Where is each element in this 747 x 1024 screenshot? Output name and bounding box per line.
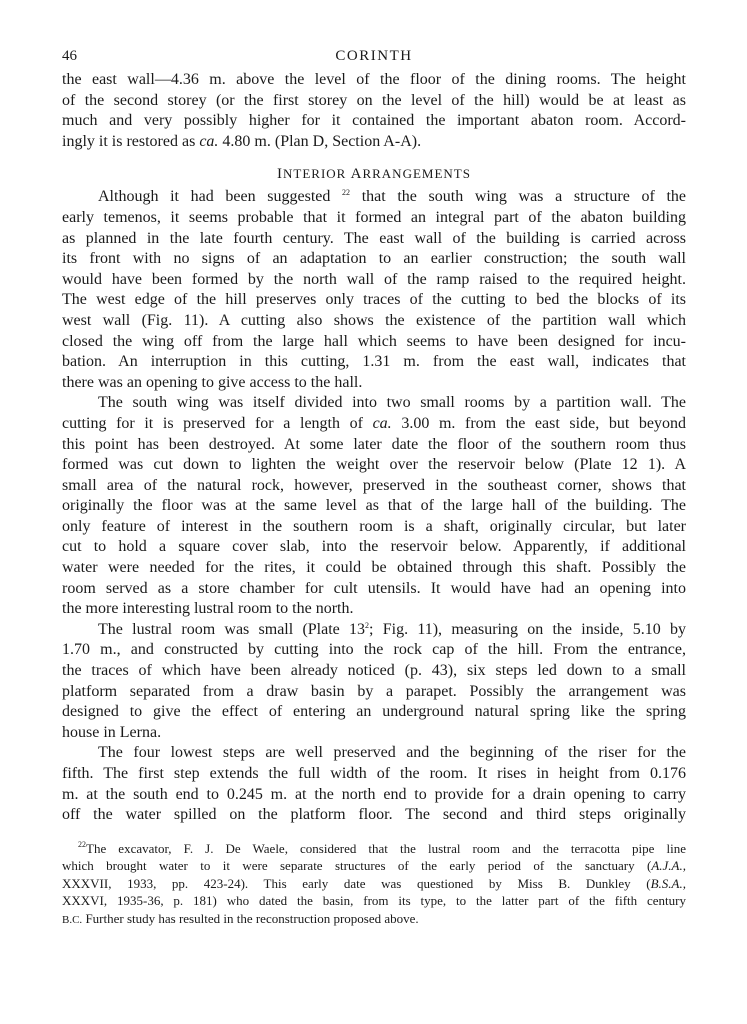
text-line: the traces of which have been already noticed (p. 43), six steps led down to a small bbox=[62, 662, 686, 680]
page-header bbox=[62, 48, 686, 70]
footnote-ref: 22 bbox=[342, 188, 351, 198]
text-line: as planned in the late fourth century. The east wall of the building is carried across bbox=[62, 229, 686, 247]
text-line: designed to give the effect of entering an underground natural spring like the spring bbox=[62, 703, 686, 721]
section-heading: INTERIOR ARRANGEMENTS bbox=[277, 166, 471, 183]
text-line: small area of the natural rock, however, preserved in the southeast corner, shows that bbox=[62, 476, 686, 494]
text-line: platform separated from a draw basin by a parapet. Possibly the arrangement was bbox=[62, 682, 686, 700]
text-line: closed the wing off from the large hall which seems to have been designed for incu- bbox=[62, 332, 686, 350]
text-line: The south wing was itself divided into two small rooms by a partition wall. The bbox=[98, 394, 686, 412]
footnote-line: $^{22}$The excavator, F. J. De Waele, considered that the lustral room and the terracotta pipe line bbox=[78, 839, 686, 856]
footnote-line: XXXVII, 1933, pp. 423-24). This early date was questioned by Miss B. Dunkley (B.S.A., bbox=[62, 875, 686, 891]
text-line: originally the floor was at the same level as that of the large hall of the building. The bbox=[62, 497, 686, 515]
footnote-line: XXXVI, 1935-36, p. 181) who dated the basin, from its type, to the latter part of the fifth century bbox=[62, 893, 686, 909]
text-line: ingly it is restored as ca. 4.80 m. (Plan D, Section A-A). bbox=[62, 132, 422, 150]
footnote-line: B.C. Further study has resulted in the reconstruction proposed above. bbox=[62, 910, 419, 926]
text-line: m. at the south end to 0.245 m. at the north end to provide for a drain opening to carry bbox=[62, 785, 686, 803]
text-line: fifth. The first step extends the full width of the room. It rises in height from 0.176 bbox=[62, 765, 686, 782]
paragraph bbox=[62, 620, 686, 744]
text-line: cutting for it is preserved for a length of ca. 3.00 m. from the east side, but beyond bbox=[62, 414, 686, 432]
page-number: 46 bbox=[62, 48, 77, 64]
running-head: CORINTH bbox=[335, 48, 413, 64]
paragraph bbox=[62, 743, 686, 825]
text-line: of the second storey (or the first storey on the level of the hill) would be at least as bbox=[62, 91, 686, 109]
text-line: the more interesting lustral room to the north. bbox=[62, 600, 354, 618]
text-line: this point has been destroyed. At some later date the floor of the southern room thus bbox=[62, 435, 686, 453]
text-line: 1.70 m., and constructed by cutting into the rock cap of the hill. From the entrance, bbox=[62, 641, 686, 659]
text-line: there was an opening to give access to the hall. bbox=[62, 373, 363, 391]
text-line: much and very possibly higher for it contained the important abaton room. Accord- bbox=[62, 112, 686, 130]
text-line: bation. An interruption in this cutting, 1.31 m. from the east wall, indicates that bbox=[62, 353, 686, 371]
paragraph bbox=[62, 187, 686, 393]
footnote bbox=[62, 840, 686, 930]
text-line: would have been formed by the north wall of the ramp raised to the required height. bbox=[62, 270, 686, 288]
paragraph bbox=[62, 393, 686, 620]
text-line: west wall (Fig. 11). A cutting also shows the existence of the partition wall which bbox=[62, 311, 686, 329]
text-line: formed was cut down to lighten the weight over the reservoir below (Plate 12 1). A bbox=[62, 456, 686, 474]
text-line: Although it had been suggested $^{22}$ that the south wing was a structure of the bbox=[98, 188, 686, 206]
plate-ref: 2 bbox=[365, 620, 370, 630]
text-line: room served as a store chamber for cult utensils. It would have had an opening into bbox=[62, 579, 686, 597]
text-line: cut to hold a square cover slab, into the reservoir below. Apparently, if additional bbox=[62, 538, 686, 556]
text-line: The west edge of the hill preserves only traces of the cutting to bed the blocks of its bbox=[62, 291, 686, 309]
text-line: water were needed for the rites, it could be obtained through this shaft. Possibly the bbox=[62, 559, 686, 577]
text-line: only feature of interest in the southern room is a shaft, originally circular, but later bbox=[62, 517, 686, 535]
text-line: its front with no signs of an adaptation to an earlier construction; the south wall bbox=[62, 250, 686, 268]
text-line: off the water spilled on the platform floor. The second and third steps originally bbox=[62, 806, 686, 824]
paragraph-continued bbox=[62, 70, 686, 152]
footnote-line: which brought water to it were separate structures of the early period of the sanctuary (A.J.A., bbox=[62, 858, 686, 874]
text-line: early temenos, it seems probable that it formed an integral part of the abaton building bbox=[62, 208, 686, 226]
text-line: the east wall—4.36 m. above the level of the floor of the dining rooms. The height bbox=[62, 71, 686, 88]
text-line: The four lowest steps are well preserved and the beginning of the riser for the bbox=[98, 744, 686, 762]
text-line: The lustral room was small (Plate $13^2$; Fig. 11), measuring on the inside, 5.10 by bbox=[98, 620, 686, 638]
page bbox=[62, 48, 686, 929]
text-line: house in Lerna. bbox=[62, 723, 162, 741]
footnote-marker: 22 bbox=[78, 839, 86, 849]
